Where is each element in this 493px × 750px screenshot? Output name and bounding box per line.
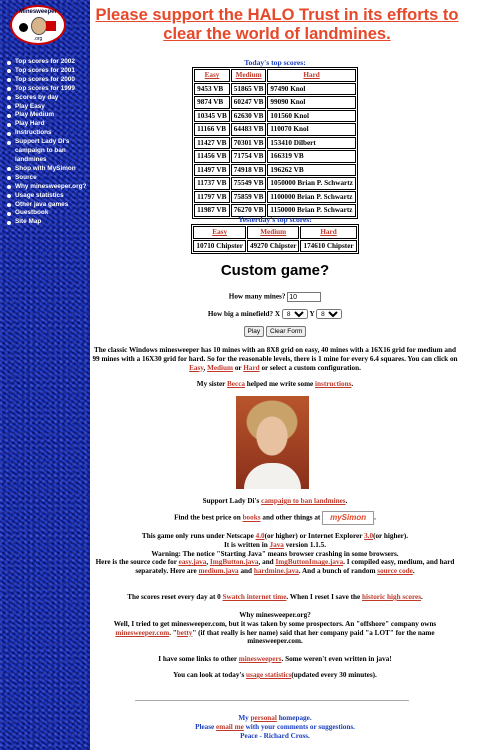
mine-icon xyxy=(19,23,28,32)
score-cell: 70301 VB xyxy=(231,137,267,150)
becca-link[interactable]: Becca xyxy=(227,380,245,388)
sidebar-item-label[interactable]: Top scores for 1999 xyxy=(15,84,75,92)
logo-bottom-text: .org xyxy=(33,36,43,42)
score-cell: 11497 VB xyxy=(194,164,230,177)
score-cell: 153410 Dilbert xyxy=(267,137,355,150)
books-paragraph xyxy=(92,511,458,525)
usage-paragraph xyxy=(92,671,458,680)
score-cell: 11427 VB xyxy=(194,137,230,150)
score-cell: 75549 VB xyxy=(231,177,267,190)
today-scores-caption: Today's top scores: xyxy=(244,58,306,67)
reset-paragraph xyxy=(92,593,458,602)
sidebar-item-label[interactable]: Site Map xyxy=(15,218,42,226)
sidebar-item-label[interactable]: Play Easy xyxy=(15,102,45,110)
score-cell: 110070 Knol xyxy=(267,123,355,136)
yesterday-scores-body xyxy=(193,240,356,253)
today-scores-body xyxy=(194,83,356,217)
score-cell: 97490 Knol xyxy=(267,83,355,96)
sidebar-item-other-java[interactable] xyxy=(7,201,89,210)
score-cell: 62630 VB xyxy=(231,110,267,123)
source-code-link[interactable]: source code xyxy=(377,567,413,576)
score-cell: 11166 VB xyxy=(194,123,230,136)
score-cell: 196262 VB xyxy=(267,164,355,177)
score-cell: 1100000 Brian P. Schwartz xyxy=(267,191,355,204)
sidebar-item-label[interactable]: Shop with MySimon xyxy=(15,164,76,172)
easy-link[interactable]: Easy xyxy=(189,363,204,372)
compat-text: , xyxy=(206,558,210,567)
minesweeper-com-link[interactable]: minesweeper.com xyxy=(115,628,170,637)
source-code-line xyxy=(92,558,458,576)
score-cell: 11737 VB xyxy=(194,177,230,190)
score-row xyxy=(194,191,356,204)
custom-game-title: Custom game? xyxy=(220,262,330,279)
score-cell: 74918 VB xyxy=(231,164,267,177)
imgbuttonimage-java-link[interactable]: ImgButtonImage.java xyxy=(275,558,344,567)
minefield-size-label: How big a minefield? X xyxy=(207,310,281,318)
logo-top-text: Minesweeper xyxy=(19,9,57,15)
lady-di-portrait-image[interactable] xyxy=(236,396,309,489)
col-medium-link[interactable]: Medium xyxy=(247,226,300,239)
col-easy-link[interactable]: Easy xyxy=(193,226,246,239)
footer-text: with your comments or suggestions. xyxy=(243,722,355,731)
medium-link[interactable]: Medium xyxy=(207,363,234,372)
reset-text: . xyxy=(421,593,423,601)
score-cell: 60247 VB xyxy=(231,96,267,109)
sidebar-item-label[interactable]: Top scores for 2000 xyxy=(15,75,75,83)
support-text: Support Lady Di's xyxy=(202,497,262,505)
warning-line: Warning: The notice "Starting Java" means browser crashing in some browsers. xyxy=(151,549,399,558)
today-scores-section xyxy=(90,58,460,219)
score-row xyxy=(194,83,356,96)
y-label: Y xyxy=(309,310,315,318)
sidebar-item-label[interactable]: Top scores for 2002 xyxy=(15,58,75,65)
hardmine-java-link[interactable]: hardmine.java xyxy=(253,567,299,576)
compat-text: It is written in xyxy=(223,540,270,549)
support-paragraph xyxy=(92,497,458,506)
form-buttons-row xyxy=(90,326,460,337)
compat-text: . I compiled easy, medium, and hard separately. Here are xyxy=(135,558,455,576)
score-cell: 11797 VB xyxy=(194,191,230,204)
score-row xyxy=(194,164,356,177)
sidebar-item-play-easy[interactable] xyxy=(7,103,89,112)
medium-java-link[interactable]: medium.java xyxy=(198,567,239,576)
score-cell: 174610 Chipster xyxy=(300,240,356,253)
hard-link[interactable]: Hard xyxy=(243,363,260,372)
sister-text: helped me write some xyxy=(244,380,316,388)
clear-form-button[interactable]: Clear Form xyxy=(266,326,307,337)
score-cell: 166319 VB xyxy=(267,150,355,163)
swatch-time-link[interactable]: Swatch internet time xyxy=(222,593,287,601)
sister-paragraph xyxy=(92,380,458,389)
sidebar-item-instructions[interactable] xyxy=(7,129,89,138)
why-text: . " xyxy=(169,628,177,637)
links-paragraph xyxy=(92,655,458,664)
historic-scores-link[interactable]: historic high scores xyxy=(362,593,421,601)
score-row xyxy=(194,96,356,109)
support-text: . xyxy=(345,497,348,505)
sidebar-item-top-2002[interactable] xyxy=(7,58,89,67)
sidebar-item-top-2001[interactable] xyxy=(7,67,89,76)
sidebar-item-guestbook[interactable] xyxy=(7,209,89,218)
sister-text: My sister xyxy=(196,380,228,388)
compat-text: . xyxy=(412,567,415,576)
sidebar-item-source[interactable] xyxy=(7,174,89,183)
col-hard-link[interactable]: Hard xyxy=(300,226,356,239)
score-cell: 49270 Chipster xyxy=(247,240,300,253)
score-cell: 64483 VB xyxy=(231,123,267,136)
easy-java-link[interactable]: easy.java xyxy=(178,558,207,567)
books-link[interactable]: books xyxy=(242,513,261,522)
sidebar-item-label[interactable]: Usage statistics xyxy=(15,191,64,199)
compat-text: (or higher) or Internet Explorer xyxy=(264,532,365,540)
compat-text: (or higher). xyxy=(373,532,409,540)
compat-text: . And a bunch of random xyxy=(298,567,378,576)
minesweeper-logo[interactable] xyxy=(10,5,66,45)
sidebar-item-top-1999[interactable] xyxy=(7,85,89,94)
footer-text: My xyxy=(238,714,251,722)
minefield-size-row xyxy=(90,309,460,319)
score-cell: 10710 Chipster xyxy=(193,240,246,253)
yesterday-scores-section xyxy=(90,215,460,254)
score-cell: 71754 VB xyxy=(231,150,267,163)
sidebar-item-label[interactable]: Support Lady Di's campaign to ban landmines xyxy=(15,138,70,163)
sidebar-item-label[interactable]: Top scores for 2001 xyxy=(15,66,75,74)
score-cell: 10345 VB xyxy=(194,110,230,123)
score-cell: 1150000 Brian P. Schwartz xyxy=(267,204,355,217)
flag-icon xyxy=(46,21,56,31)
why-paragraph xyxy=(92,611,458,646)
score-cell: 1050000 Brian P. Schwartz xyxy=(267,177,355,190)
footer-text: homepage. xyxy=(276,714,312,722)
books-text: . xyxy=(374,513,376,522)
footer-signature: Peace - Richard Cross. xyxy=(240,731,310,740)
score-cell: 9874 VB xyxy=(194,96,230,109)
usage-text: You can look at today's xyxy=(173,671,247,679)
sidebar-item-label[interactable]: Source xyxy=(15,173,37,181)
mysimon-logo-link[interactable]: mySimon xyxy=(322,511,374,525)
score-row xyxy=(194,110,356,123)
why-text: Well, I tried to get minesweeper.com, but it was taken by some prospectors. An "offshore" company owns xyxy=(113,619,437,628)
sidebar xyxy=(0,0,90,750)
compat-text: and xyxy=(238,567,254,576)
score-cell: 9453 VB xyxy=(194,83,230,96)
email-me-link[interactable]: email me xyxy=(216,722,244,731)
reset-text: The scores reset every day at 0 xyxy=(127,593,223,601)
why-text: " (if that really is her name) said that her company paid "a LOT" for the name minesweeper.com. xyxy=(192,628,435,646)
sidebar-item-usage[interactable] xyxy=(7,192,89,201)
score-cell: 99090 Knol xyxy=(267,96,355,109)
minesweepers-link[interactable]: minesweepers xyxy=(238,655,282,663)
usage-statistics-link[interactable]: usage statistics xyxy=(246,671,292,679)
sidebar-item-label[interactable]: Instructions xyxy=(15,129,52,137)
col-easy-link[interactable]: Easy xyxy=(194,69,230,82)
sidebar-item-play-medium[interactable] xyxy=(7,111,89,120)
portrait-shoulders xyxy=(244,463,301,489)
yesterday-scores-caption: Yesterday's top scores: xyxy=(238,215,312,224)
score-cell: 11987 VB xyxy=(194,204,230,217)
score-cell: 75859 VB xyxy=(231,191,267,204)
java-version-line xyxy=(92,541,458,550)
sister-text: . xyxy=(351,380,354,388)
sidebar-item-label[interactable]: Play Medium xyxy=(15,111,55,119)
play-button[interactable]: Play xyxy=(244,326,265,337)
col-hard-link[interactable]: Hard xyxy=(267,69,355,82)
smiley-face-icon xyxy=(31,17,47,35)
sidebar-item-lady-di[interactable] xyxy=(7,138,89,165)
mines-input[interactable] xyxy=(287,292,321,302)
footer-personal-line xyxy=(90,714,460,723)
why-title: Why minesweeper.org? xyxy=(239,611,311,619)
score-cell: 51865 VB xyxy=(231,83,267,96)
y-size-select[interactable] xyxy=(316,309,342,319)
netscape-link[interactable]: 4.0 xyxy=(255,532,265,540)
score-row xyxy=(193,240,356,253)
description-text: , xyxy=(203,363,208,372)
score-row xyxy=(194,137,356,150)
score-cell: 76270 VB xyxy=(231,204,267,217)
sidebar-item-label[interactable]: Play Hard xyxy=(15,120,45,128)
score-row xyxy=(194,123,356,136)
halo-trust-headline-link[interactable]: Please support the HALO Trust in its efforts to clear the world of landmines. xyxy=(95,6,459,43)
reset-text: . When I reset I save the xyxy=(286,593,363,601)
mines-row xyxy=(90,292,460,302)
books-text: and other things at xyxy=(260,513,323,522)
sidebar-item-why[interactable] xyxy=(7,183,89,192)
imgbutton-java-link[interactable]: ImgButton.java xyxy=(209,558,259,567)
sidebar-item-scores-by-day[interactable] xyxy=(7,94,89,103)
compat-text: , and xyxy=(258,558,276,567)
description-paragraph xyxy=(92,346,458,372)
compatibility-paragraph xyxy=(92,532,458,576)
personal-homepage-link[interactable]: personal xyxy=(250,714,277,722)
netscape-line xyxy=(92,532,458,541)
footer-email-line xyxy=(90,723,460,732)
sidebar-item-mysimon[interactable] xyxy=(7,165,89,174)
col-medium-link[interactable]: Medium xyxy=(231,69,267,82)
sidebar-nav xyxy=(7,58,89,227)
score-row xyxy=(194,177,356,190)
today-scores-table xyxy=(192,67,358,219)
sidebar-item-label[interactable]: Other java games xyxy=(15,200,69,208)
score-cell: 101560 Knol xyxy=(267,110,355,123)
compat-text: This game only runs under Netscape xyxy=(141,532,256,540)
sidebar-item-label[interactable]: Why minesweeper.org? xyxy=(15,182,87,190)
betty-link[interactable]: betty xyxy=(176,628,193,637)
java-link[interactable]: Java xyxy=(269,540,284,549)
ie-link[interactable]: 3.0 xyxy=(364,532,374,540)
compat-text: Here is the source code for xyxy=(95,558,179,567)
x-size-select[interactable] xyxy=(282,309,308,319)
books-text: Find the best price on xyxy=(174,513,243,522)
sidebar-item-label[interactable]: Scores by day xyxy=(15,93,59,101)
links-text: I have some links to other xyxy=(158,655,239,663)
score-row xyxy=(194,150,356,163)
instructions-link[interactable]: instructions xyxy=(315,380,352,388)
sidebar-item-play-hard[interactable] xyxy=(7,120,89,129)
usage-text: (updated every 30 minutes). xyxy=(291,671,377,679)
ban-landmines-link[interactable]: campaign to ban landmines xyxy=(261,497,346,505)
score-cell: 11456 VB xyxy=(194,150,230,163)
sidebar-item-top-2000[interactable] xyxy=(7,76,89,85)
description-text: or xyxy=(233,363,244,372)
description-text: or select a custom configuration. xyxy=(259,363,361,372)
yesterday-scores-table xyxy=(191,224,358,254)
description-text: The classic Windows minesweeper has 10 mines with an 8X8 grid on easy, 40 mines with a 16X16 grid for medium and 99 mines with a 16X30 grid for hard. So for the reasonable levels, there is 1 mine for every 6.4 squares. You can click on xyxy=(92,346,458,363)
sidebar-item-site-map[interactable] xyxy=(7,218,89,227)
compat-text: version 1.1.5. xyxy=(283,540,327,549)
footer-text: Please xyxy=(195,722,217,731)
links-text: . Some weren't even written in java! xyxy=(281,655,392,663)
mines-label: How many mines? xyxy=(228,292,286,301)
footer-divider xyxy=(135,700,409,701)
footer xyxy=(90,714,460,740)
sidebar-item-label[interactable]: Guestbook xyxy=(15,209,49,217)
